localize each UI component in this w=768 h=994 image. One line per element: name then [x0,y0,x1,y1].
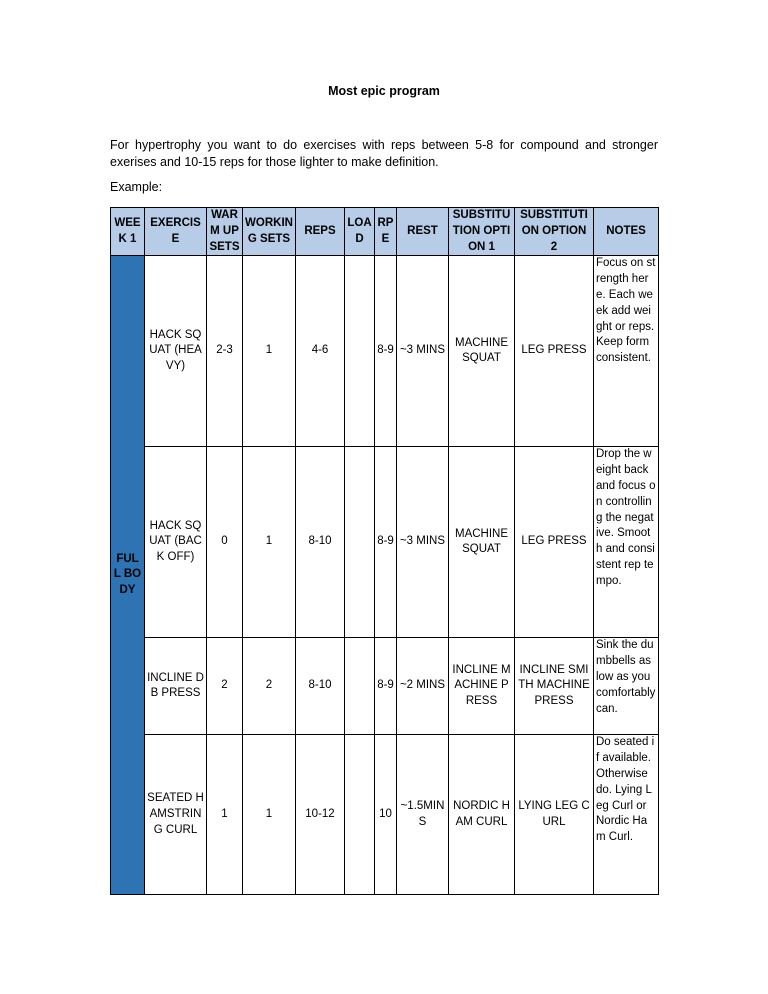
rest-cell: ~3 MINS [397,256,449,447]
notes-cell: Sink the dumbbells as low as you comfortably can. [594,638,659,735]
substitution-1-cell: NORDIC HAM CURL [449,735,515,895]
header-substitution-1: SUBSTITUTION OPTION 1 [449,208,515,256]
rest-cell: ~3 MINS [397,447,449,638]
header-week: WEEK 1 [111,208,145,256]
load-cell [345,735,375,895]
working-cell: 1 [243,256,296,447]
notes-cell: Do seated if available. Otherwise do. Lying Leg Curl or Nordic Ham Curl. [594,735,659,895]
load-cell [345,638,375,735]
exercise-cell: INCLINE DB PRESS [145,638,207,735]
rpe-cell: 8-9 [375,638,397,735]
table-header-row [111,208,659,256]
example-label: Example: [110,180,163,194]
table-row [111,447,659,638]
warmup-cell: 0 [207,447,243,638]
header-rpe: RPE [375,208,397,256]
notes-cell: Focus on strength here. Each week add weight or reps. Keep form consistent. [594,256,659,447]
header-notes: NOTES [594,208,659,256]
rpe-cell: 10 [375,735,397,895]
rest-cell: ~1.5MINS [397,735,449,895]
substitution-1-cell: INCLINE MACHINE PRESS [449,638,515,735]
header-exercise: EXERCISE [145,208,207,256]
substitution-1-cell: MACHINE SQUAT [449,256,515,447]
table-row [111,638,659,735]
rest-cell: ~2 MINS [397,638,449,735]
document-title: Most epic program [328,84,440,98]
header-warmup-sets: WARM UP SETS [207,208,243,256]
substitution-2-cell: LEG PRESS [515,256,594,447]
warmup-cell: 1 [207,735,243,895]
day-label-cell: FULL BODY [111,256,145,895]
header-working-sets: WORKING SETS [243,208,296,256]
load-cell [345,256,375,447]
working-cell: 1 [243,447,296,638]
header-substitution-2: SUBSTITUTION OPTION 2 [515,208,594,256]
substitution-1-cell: MACHINE SQUAT [449,447,515,638]
header-rest: REST [397,208,449,256]
reps-cell: 4-6 [296,256,345,447]
program-table [110,207,659,895]
table-row [111,256,659,447]
exercise-cell: HACK SQUAT (BACK OFF) [145,447,207,638]
reps-cell: 10-12 [296,735,345,895]
working-cell: 2 [243,638,296,735]
header-load: LOAD [345,208,375,256]
reps-cell: 8-10 [296,447,345,638]
intro-paragraph: For hypertrophy you want to do exercises with reps between 5-8 for compound and stronger exerises and 10-15 reps for those lighter to make definition. [110,138,658,169]
reps-cell: 8-10 [296,638,345,735]
substitution-2-cell: INCLINE SMITH MACHINE PRESS [515,638,594,735]
working-cell: 1 [243,735,296,895]
substitution-2-cell: LYING LEG CURL [515,735,594,895]
substitution-2-cell: LEG PRESS [515,447,594,638]
header-reps: REPS [296,208,345,256]
exercise-cell: HACK SQUAT (HEAVY) [145,256,207,447]
warmup-cell: 2-3 [207,256,243,447]
table-row [111,735,659,895]
notes-cell: Drop the weight back and focus on controlling the negative. Smooth and consistent rep tempo. [594,447,659,638]
load-cell [345,447,375,638]
rpe-cell: 8-9 [375,447,397,638]
warmup-cell: 2 [207,638,243,735]
exercise-cell: SEATED HAMSTRING CURL [145,735,207,895]
rpe-cell: 8-9 [375,256,397,447]
